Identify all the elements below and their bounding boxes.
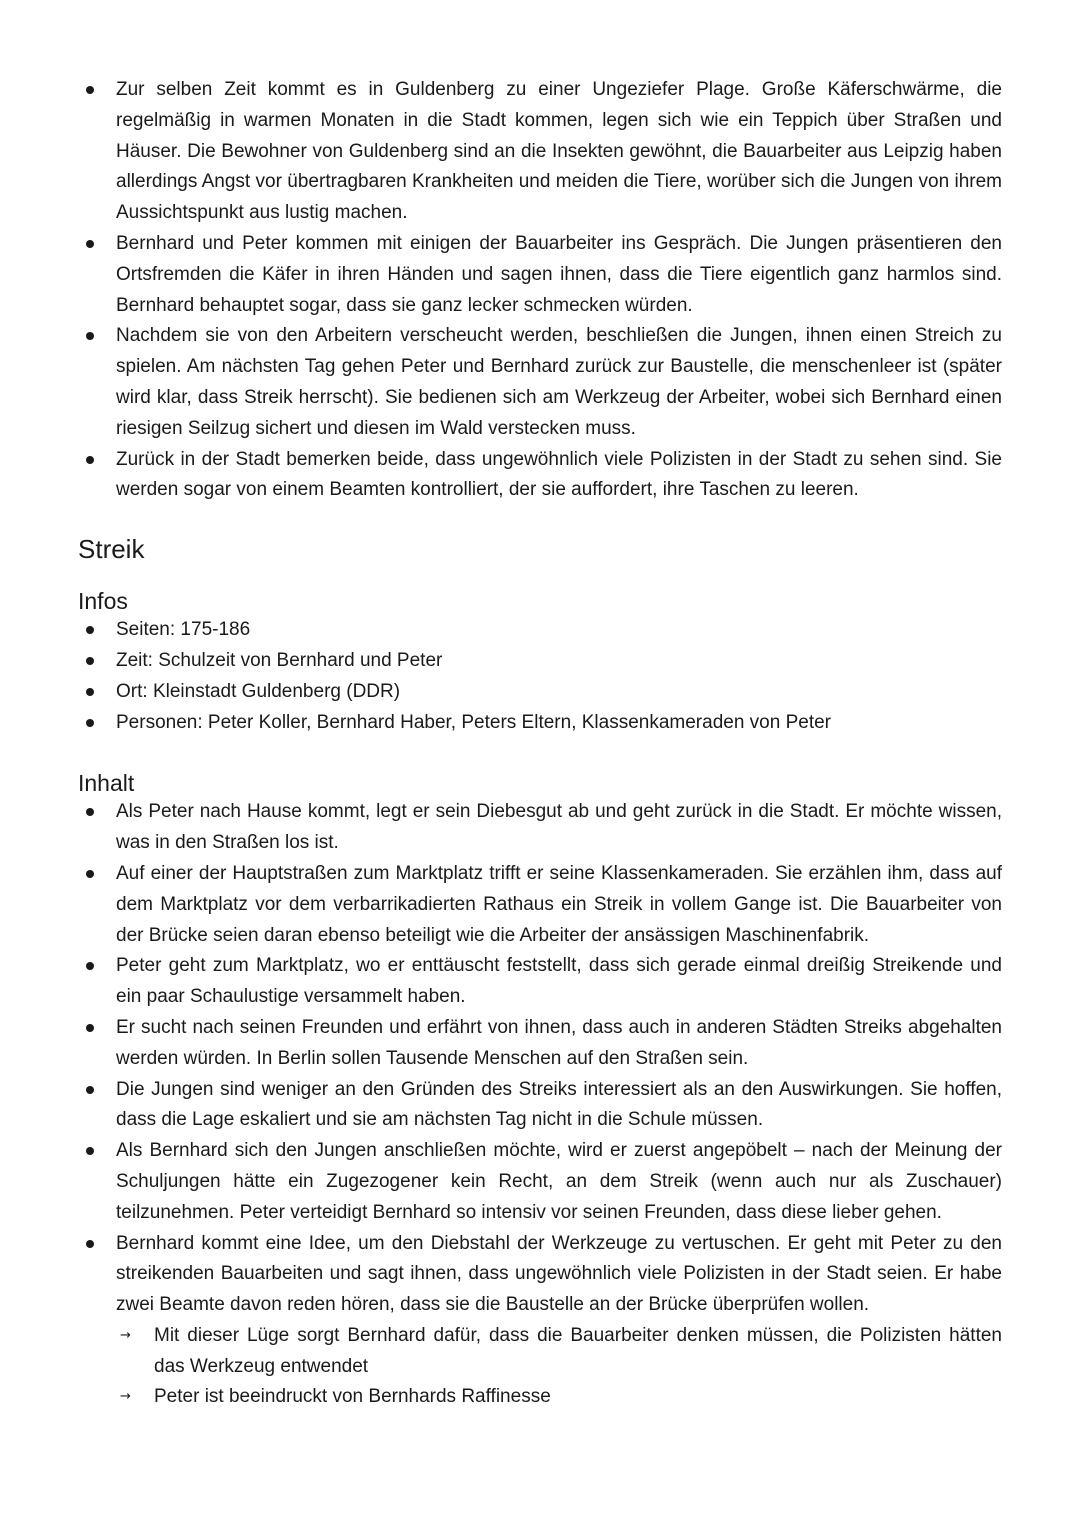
list-item: Zurück in der Stadt bemerken beide, dass ungewöhnlich viele Polizisten in der Stadt zu sehen sind. Sie werden sogar von einem Beamten kontrolliert, der sie auffordert, ihre Taschen zu leeren.: [78, 445, 1002, 507]
list-item: Er sucht nach seinen Freunden und erfährt von ihnen, dass auch in anderen Städten Streiks abgehalten werden würden. In Berlin sollen Tausende Menschen auf den Straßen sein.: [78, 1013, 1002, 1075]
list-item: Seiten: 175-186: [78, 615, 1002, 646]
list-item: Zur selben Zeit kommt es in Guldenberg zu einer Ungeziefer Plage. Große Käferschwärme, die regelmäßig in warmen Monaten in die Stadt kommen, legen sich wie ein Teppich über Straßen und Häuser. Die Bewohner von Guldenberg sind an die Insekten gewöhnt, die Bauarbeiter aus Leipzig haben allerdings Angst vor übertragbaren Krankheiten und meiden die Tiere, worüber sich die Jungen von ihrem Aussichtspunkt aus lustig machen.: [78, 75, 1002, 229]
list-item: Zeit: Schulzeit von Bernhard und Peter: [78, 646, 1002, 677]
list-item: Nachdem sie von den Arbeitern verscheucht werden, beschließen die Jungen, ihnen einen Streich zu spielen. Am nächsten Tag gehen Peter und Bernhard zurück zur Baustelle, die menschenleer ist (später wird klar, dass Streik herrscht). Sie bedienen sich am Werkzeug der Arbeiter, wobei sich Bernhard einen riesigen Seilzug sichert und diesen im Wald verstecken muss.: [78, 321, 1002, 444]
arrow-item-text: Mit dieser Lüge sorgt Bernhard dafür, dass die Bauarbeiter denken müssen, die Polizisten hätten das Werkzeug entwendet: [154, 1324, 1002, 1377]
list-item: Ort: Kleinstadt Guldenberg (DDR): [78, 677, 1002, 708]
list-item: Die Jungen sind weniger an den Gründen des Streiks interessiert als an den Auswirkungen. Sie hoffen, dass die Lage eskaliert und sie am nächsten Tag nicht in die Schule müssen.: [78, 1075, 1002, 1137]
intro-bullet-list: [78, 75, 1002, 506]
list-item: Als Bernhard sich den Jungen anschließen möchte, wird er zuerst angepöbelt – nach der Meinung der Schuljungen hätte ein Zugezogener kein Recht, an dem Streik (wenn auch nur als Zuschauer) teilzunehmen. Peter verteidigt Bernhard so intensiv vor seinen Freunden, dass diese lieber gehen.: [78, 1136, 1002, 1228]
arrow-list: [78, 1321, 1002, 1413]
arrow-right-icon: →: [120, 1327, 131, 1343]
arrow-right-icon: →: [120, 1389, 131, 1405]
list-item: Auf einer der Hauptstraßen zum Marktplatz trifft er seine Klassenkameraden. Sie erzählen ihm, dass auf dem Marktplatz vor dem verbarrikadierten Rathaus ein Streik in vollem Gange ist. Die Bauarbeiter von der Brücke seien daran ebenso beteiligt wie die Arbeiter der ansässigen Maschinenfabrik.: [78, 859, 1002, 951]
arrow-item: [78, 1382, 1002, 1413]
infos-bullet-list: [78, 615, 1002, 738]
list-item: Bernhard kommt eine Idee, um den Diebstahl der Werkzeuge zu vertuschen. Er geht mit Peter zu den streikenden Bauarbeiten und sagt ihnen, dass ungewöhnlich viele Polizisten in der Stadt seien. Er habe zwei Beamte davon reden hören, dass sie die Baustelle an der Brücke überprüfen wollen.: [78, 1229, 1002, 1321]
list-item: Bernhard und Peter kommen mit einigen der Bauarbeiter ins Gespräch. Die Jungen präsentieren den Ortsfremden die Käfer in ihren Händen und sagen ihnen, dass die Tiere eigentlich ganz harmlos sind. Bernhard behauptet sogar, dass sie ganz lecker schmecken würden.: [78, 229, 1002, 321]
inhalt-heading: Inhalt: [78, 770, 135, 797]
section-title: Streik: [78, 534, 145, 565]
inhalt-bullet-list: [78, 797, 1002, 1321]
arrow-item-text: Peter ist beeindruckt von Bernhards Raffinesse: [154, 1386, 551, 1408]
list-item: Personen: Peter Koller, Bernhard Haber, Peters Eltern, Klassenkameraden von Peter: [78, 708, 1002, 739]
list-item: Peter geht zum Marktplatz, wo er enttäuscht feststellt, dass sich gerade einmal dreißig Streikende und ein paar Schaulustige versammelt haben.: [78, 951, 1002, 1013]
infos-heading: Infos: [78, 588, 128, 615]
arrow-item: [78, 1321, 1002, 1383]
list-item: Als Peter nach Hause kommt, legt er sein Diebesgut ab und geht zurück in die Stadt. Er möchte wissen, was in den Straßen los ist.: [78, 797, 1002, 859]
